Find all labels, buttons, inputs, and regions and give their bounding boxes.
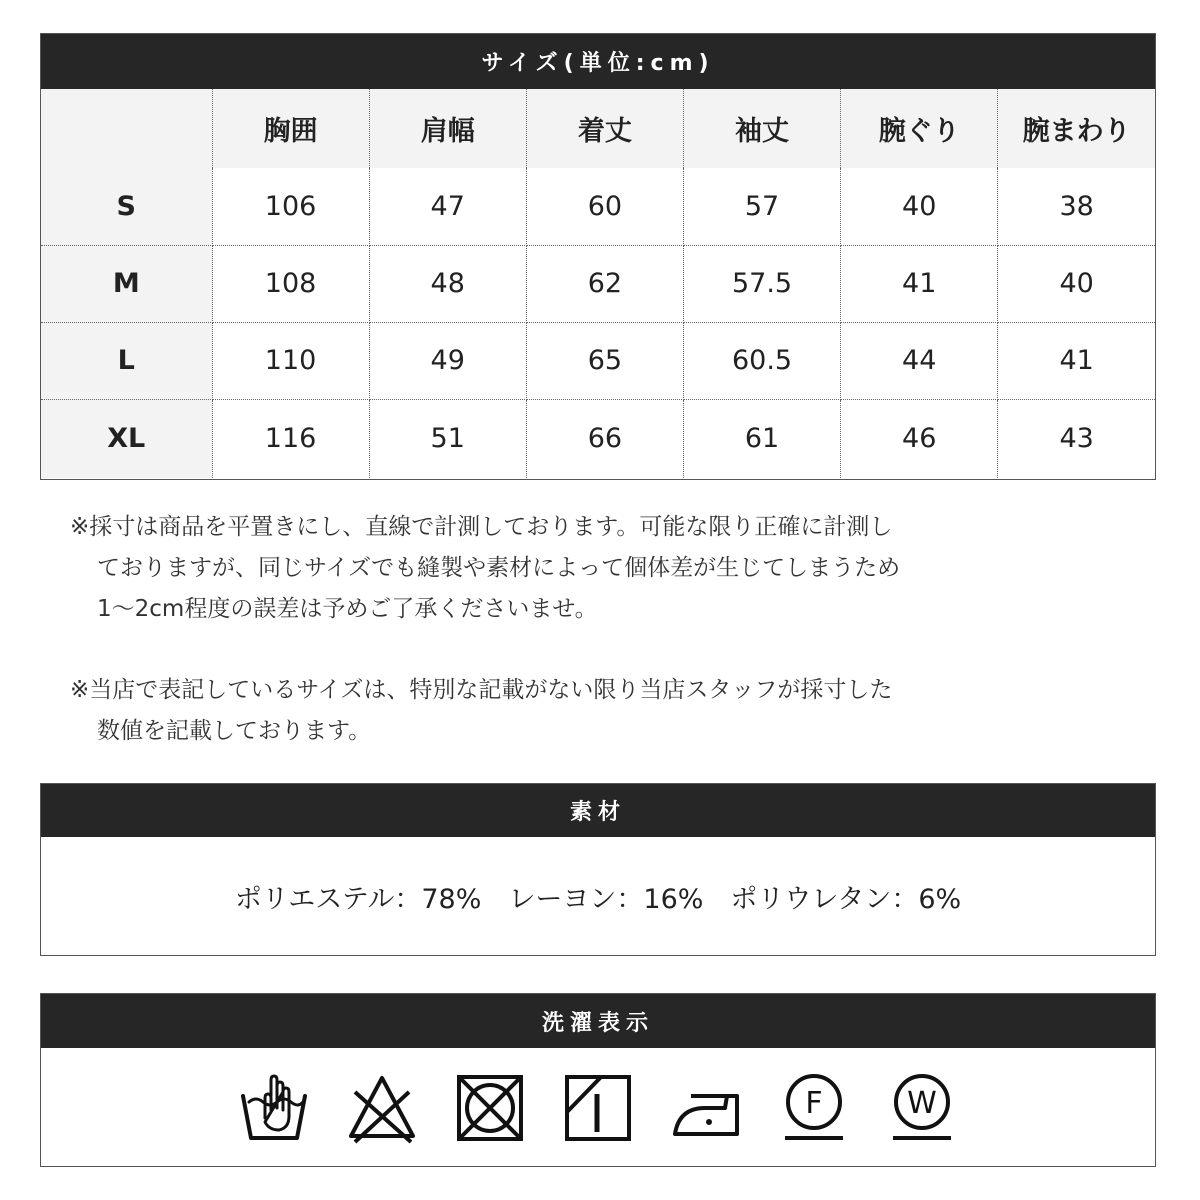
note-line: 1～2cm程度の誤差は予めご了承くださいませ。	[97, 596, 598, 622]
no-tumble-dry-icon	[455, 1072, 525, 1144]
header-length: 着丈	[526, 89, 683, 168]
table-cell: 46	[841, 399, 998, 478]
wet-clean-w-icon	[887, 1072, 957, 1144]
header-shoulder: 肩幅	[369, 89, 526, 168]
size-table-header-row	[41, 89, 1155, 168]
no-bleach-icon	[347, 1072, 417, 1144]
table-cell: 60.5	[683, 322, 840, 399]
table-cell: 41	[998, 322, 1155, 399]
header-chest: 胸囲	[212, 89, 369, 168]
size-label: S	[41, 168, 212, 245]
material-composition: ポリエステル：78% レーヨン：16% ポリウレタン：6%	[234, 883, 962, 915]
note-line: ておりますが、同じサイズでも縫製や素材によって個体差が生じてしまうため	[97, 555, 901, 581]
table-cell: 51	[369, 399, 526, 478]
hand-wash-icon	[239, 1072, 309, 1144]
table-cell: 43	[1059, 423, 1094, 455]
header-arm-circumference: 腕まわり	[998, 89, 1155, 168]
table-cell: 57.5	[683, 245, 840, 322]
size-note	[70, 670, 1030, 752]
table-cell: 48	[369, 245, 526, 322]
table-cell: 40	[998, 245, 1155, 322]
table-row	[41, 322, 1155, 399]
material-title: 素材	[41, 784, 1155, 837]
table-cell: 60	[526, 168, 683, 245]
material-section	[40, 783, 1156, 956]
table-cell: 38	[998, 168, 1155, 245]
size-table	[41, 89, 1155, 478]
care-icon-row	[41, 1048, 1155, 1166]
size-label: M	[41, 245, 212, 322]
table-cell: 116	[212, 399, 369, 478]
care-title: 洗濯表示	[41, 994, 1155, 1048]
note-line: 数値を記載しております。	[97, 718, 372, 744]
size-chart	[40, 33, 1156, 480]
care-section	[40, 993, 1156, 1167]
table-cell: 66	[526, 399, 683, 478]
table-cell: 110	[212, 322, 369, 399]
table-cell: 41	[841, 245, 998, 322]
table-cell: 44	[841, 322, 998, 399]
note-line: ※採寸は商品を平置きにし、直線で計測しております。可能な限り正確に計測し	[70, 514, 893, 540]
table-cell: 106	[212, 168, 369, 245]
note-line: ※当店で表記しているサイズは、特別な記載がない限り当店スタッフが採寸した	[70, 677, 893, 703]
table-cell: 49	[369, 322, 526, 399]
table-cell: 57	[683, 168, 840, 245]
dry-clean-f-icon	[779, 1072, 849, 1144]
table-row	[41, 245, 1155, 322]
measurement-note	[70, 507, 1030, 630]
size-label: L	[41, 322, 212, 399]
table-cell: 40	[841, 168, 998, 245]
iron-low-icon	[671, 1072, 741, 1144]
table-cell: 62	[526, 245, 683, 322]
wet-clean-letter: W	[907, 1086, 937, 1121]
table-row	[41, 399, 1155, 478]
table-cell: 61	[683, 399, 840, 478]
header-sleeve: 袖丈	[683, 89, 840, 168]
line-dry-icon	[563, 1072, 633, 1144]
table-cell: 65	[526, 322, 683, 399]
dry-clean-letter: F	[805, 1086, 823, 1121]
table-row	[41, 168, 1155, 245]
header-corner	[41, 89, 212, 168]
size-label: XL	[41, 399, 212, 478]
size-chart-title: サイズ(単位:cm)	[41, 34, 1155, 89]
table-cell: 47	[369, 168, 526, 245]
table-cell: 108	[212, 245, 369, 322]
header-armhole: 腕ぐり	[841, 89, 998, 168]
